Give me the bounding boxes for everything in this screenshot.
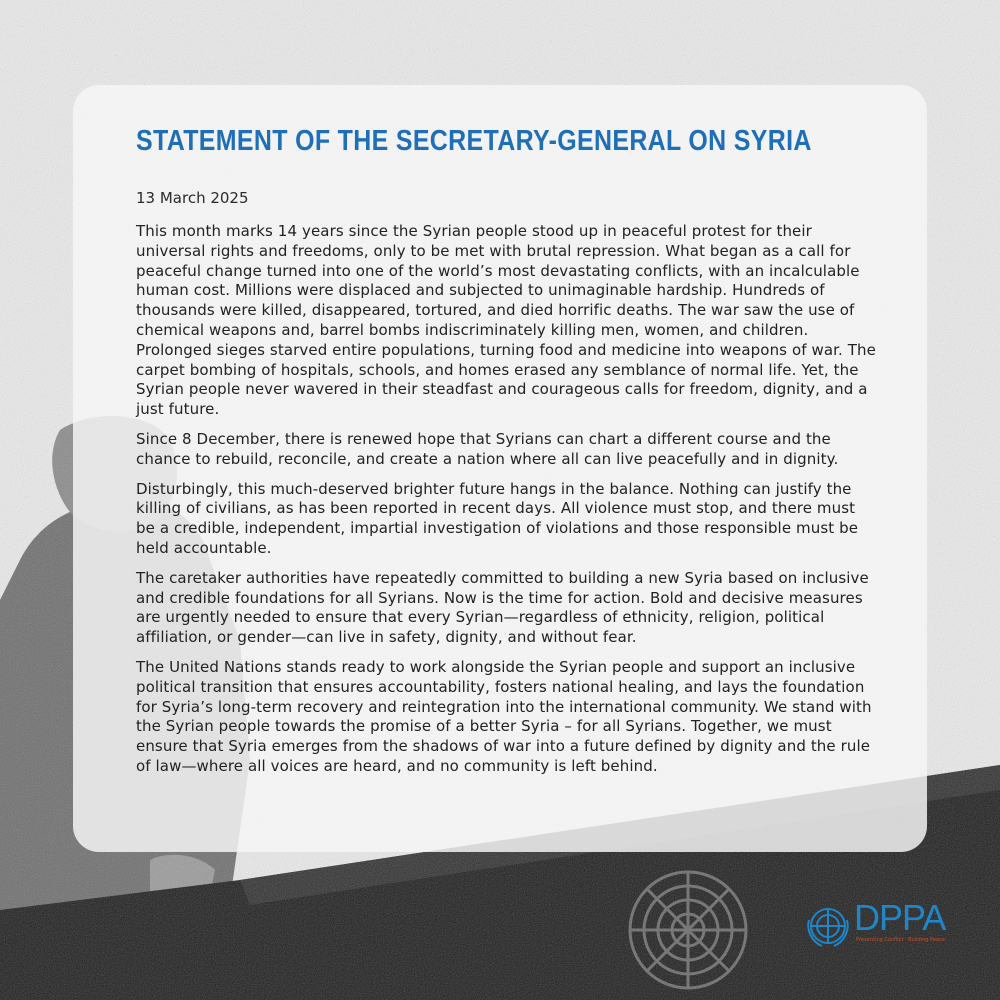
dppa-logo (804, 896, 946, 952)
logo-tagline: Preventing Conflict · Building Peace (856, 937, 945, 943)
logo-wordmark: DPPA (854, 897, 946, 938)
statement-paragraph: The caretaker authorities have repeatedly committed to building a new Syria based on inclusive and credible foundations for all Syrians. Now is the time for action. Bold and decisive measures are urgently needed to ensure that every Syrian—regardless of ethnicity, religion, political affiliation, or gender—can live in safety, dignity, and without fear. (136, 568, 869, 647)
statement-date: 13 March 2025 (136, 189, 249, 207)
statement-paragraph: This month marks 14 years since the Syrian people stood up in peaceful protest for their universal rights and freedoms, only to be met with brutal repression. What began as a call for peaceful change turned into one of the world’s most devastating conflicts, with an incalculable human cost. Millions were displaced and subjected to unimaginable hardship. Hundreds of thousands were killed, disappeared, tortured, and died horrific deaths. The war saw the use of chemical weapons and, barrel bombs indiscriminately killing men, women, and children. Prolonged sieges starved entire populations, turning food and medicine into weapons of war. The carpet bombing of hospitals, schools, and homes erased any semblance of normal life. Yet, the Syrian people never wavered in their steadfast and courageous calls for freedom, dignity, and a just future. (136, 222, 876, 419)
statement-paragraph: The United Nations stands ready to work alongside the Syrian people and support an inclusive political transition that ensures accountability, fosters national healing, and lays the foundation for Syria’s long-term recovery and reintegration into the international community. We stand with the Syrian people towards the promise of a better Syria – for all Syrians. Together, we must ensure that Syria emerges from the shadows of war into a future defined by dignity and the rule of law—where all voices are heard, and no community is left behind. (136, 657, 872, 775)
statement-card (73, 85, 927, 852)
page-title: STATEMENT OF THE SECRETARY-GENERAL ON SYRIA (136, 125, 812, 157)
un-emblem-icon (804, 902, 852, 950)
statement-paragraph: Disturbingly, this much-deserved brighter future hangs in the balance. Nothing can justify the killing of civilians, as has been reported in recent days. All violence must stop, and there must be a credible, independent, impartial investigation of violations and those responsible must be held accountable. (136, 479, 859, 557)
statement-paragraph: Since 8 December, there is renewed hope that Syrians can chart a different course and the chance to rebuild, reconcile, and create a nation where all can live peacefully and in dignity. (136, 429, 839, 468)
